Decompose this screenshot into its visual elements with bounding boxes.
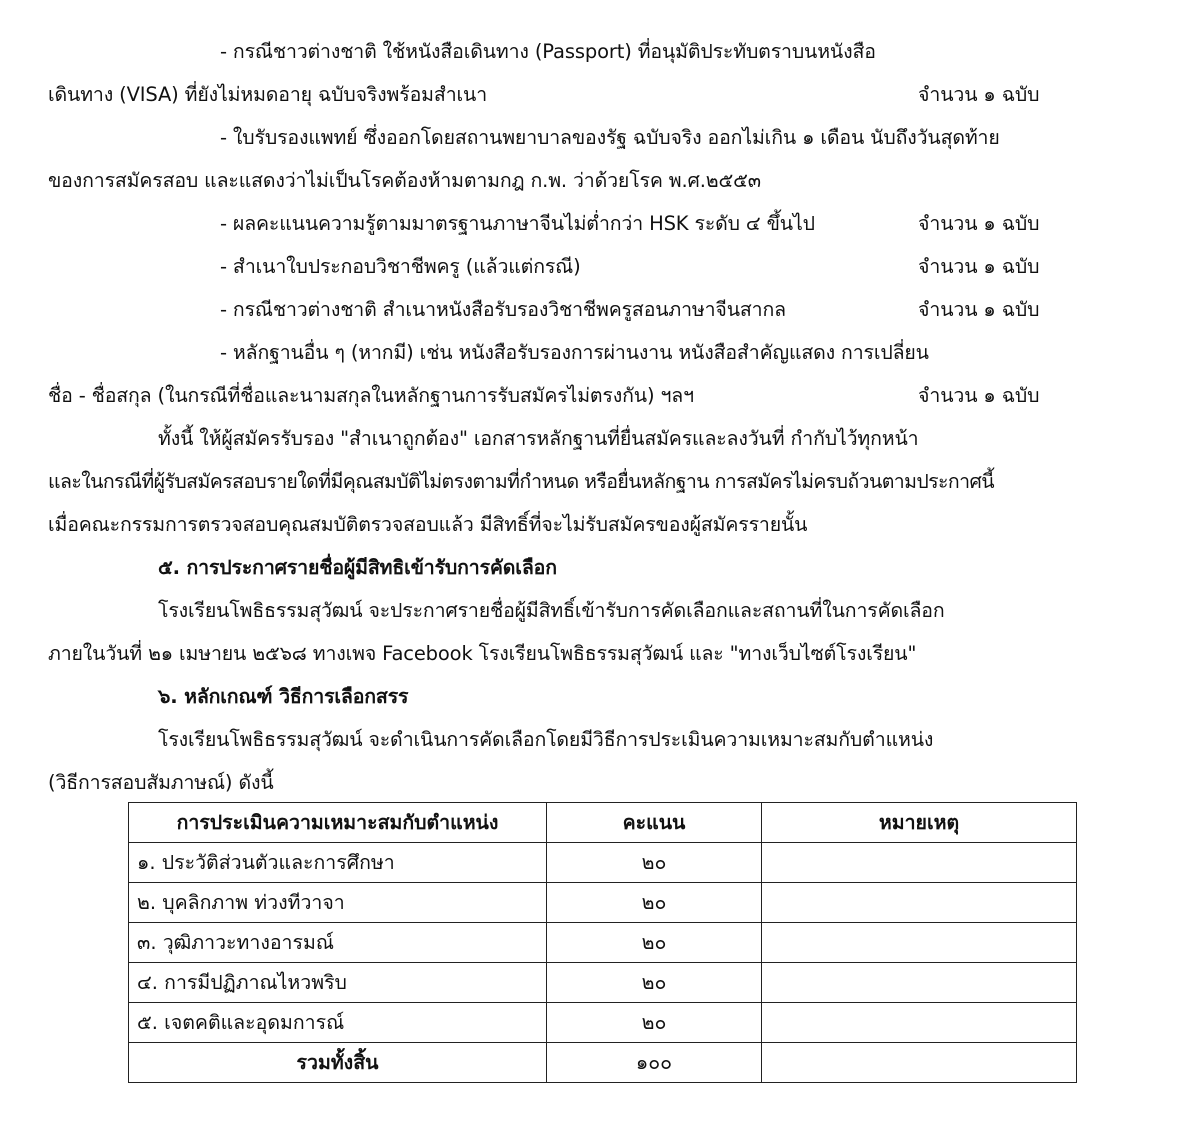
note-cell (762, 963, 1077, 1003)
note-cell (762, 923, 1077, 963)
score-cell: ๒๐ (547, 843, 762, 883)
note-cell (762, 883, 1077, 923)
note-cell (762, 1003, 1077, 1043)
note-cell (762, 843, 1077, 883)
table-row (129, 843, 1077, 883)
table-total-row (129, 1043, 1077, 1083)
score-cell: ๒๐ (547, 883, 762, 923)
table-header-row (129, 803, 1077, 843)
table-row (129, 883, 1077, 923)
copy-count: จำนวน ๑ ฉบับ (918, 212, 1040, 235)
score-cell: ๒๐ (547, 1003, 762, 1043)
table-row (129, 963, 1077, 1003)
total-note-cell (762, 1043, 1077, 1083)
copy-count: จำนวน ๑ ฉบับ (918, 255, 1040, 278)
total-score-cell: ๑๐๐ (547, 1043, 762, 1083)
column-header-note: หมายเหตุ (762, 803, 1077, 843)
document-page: - กรณีชาวต่างชาติ ใช้หนังสือเดินทาง (Passport) ที่อนุมัติประทับตราบนหนังสือ เดินทาง (VISA) ที่ยังไม่หมดอายุ ฉบับจริงพร้อมสำเนา จำนวน ๑ ฉบับ - ใบรับรองแพทย์ ซึ่งออกโดยสถานพยาบาลของรัฐ ฉบับจริง ออกไม่เกิน ๑ เดือน นับถึงวันสุดท้าย ของการสมัครสอบ และแสดงว่าไม่เป็นโรคต้องห้ามตามกฎ ก.พ. ว่าด้วยโรค พ.ศ.๒๕๕๓ - ผลคะแนนความรู้ตามมาตรฐานภาษาจีนไม่ต่ำกว่า HSK ระดับ ๔ ขึ้นไป จำนวน ๑ ฉบับ - สำเนาใบประกอบวิชาชีพครู (แล้วแต่กรณี) จำนวน ๑ ฉบับ - กรณีชาวต่างชาติ สำเนาหนังสือรับรองวิชาชีพครูสอนภาษาจีนสากล จำนวน ๑ ฉบับ - หลักฐานอื่น ๆ (หากมี) เช่น หนังสือรับรองการผ่านงาน หนังสือสำคัญแสดง การเปลี่ยน ชื่อ - ชื่อสกุล (ในกรณีที่ชื่อและนามสกุลในหลักฐานการรับสมัครไม่ตรงกัน) ฯลฯ จำนวน ๑ ฉบับ ทั้งนี้ ให้ผู้สมัครรับรอง "สำเนาถูกต้อง" เอกสารหลักฐานที่ยื่นสมัครและลงวันที่ กำกับไว้ทุกหน้า และในกรณีที่ผู้รับสมัครสอบรายใดที่มีคุณสมบัติไม่ตรงตามที่กำหนด หรือยื่นหลักฐาน การสมัครไม่ครบถ้วนตามประกาศนี้ เมื่อคณะกรรมการตรวจสอบคุณสมบัติตรวจสอบแล้ว มีสิทธิ์ที่จะไม่รับสมัครของผู้สมัครรายนั้น ๕. การประกาศรายชื่อผู้มีสิทธิเข้ารับการคัดเลือก โรงเรียนโพธิธรรมสุวัฒน์ จะประกาศรายชื่อผู้มีสิทธิ์เข้ารับการคัดเลือกและสถานที่ในการคัดเลือก ภายในวันที่ ๒๑ เมษายน ๒๕๖๘ ทางเพจ Facebook โรงเรียนโพธิธรรมสุวัฒน์ และ "ทางเว็บไซต์โรงเรียน" ๖. หลักเกณฑ์ วิธีการเลือกสรร โรงเรียนโพธิธรรมสุวัฒน์ จะดำเนินการคัดเลือกโดยมีวิธีการประเมินความเหมาะสมกับตำแหน่ง (วิธีการสอบสัมภาษณ์) ดังนี้ การประเมินความเหมาะสมกับตำแหน่ง คะแนน หมายเหตุ ๑. ประวัติส่วนตัวและการศึกษา ๒๐ ๒. บุคลิกภาพ ท่วงทีวาจา ๒๐ ๓. วุฒิภาวะทางอารมณ์ ๒๐ ๔. การมีปฏิภาณไหวพริบ ๒๐ ๕. เจตคติและอุดมการณ์ ๒๐ รวมทั้งสิ้น ๑๐๐ (0, 0, 1200, 1131)
column-header-score: คะแนน (547, 803, 762, 843)
score-cell: ๒๐ (547, 923, 762, 963)
criterion-cell: ๔. การมีปฏิภาณไหวพริบ (129, 963, 547, 1003)
score-cell: ๒๐ (547, 963, 762, 1003)
table-row (129, 923, 1077, 963)
criterion-cell: ๑. ประวัติส่วนตัวและการศึกษา (129, 843, 547, 883)
column-header-criterion: การประเมินความเหมาะสมกับตำแหน่ง (129, 803, 547, 843)
copy-count: จำนวน ๑ ฉบับ (918, 83, 1040, 106)
total-label-cell: รวมทั้งสิ้น (129, 1043, 547, 1083)
criterion-cell: ๕. เจตคติและอุดมการณ์ (129, 1003, 547, 1043)
copy-count: จำนวน ๑ ฉบับ (918, 384, 1040, 407)
evaluation-score-table (128, 802, 1077, 1083)
table-row (129, 1003, 1077, 1043)
criterion-cell: ๓. วุฒิภาวะทางอารมณ์ (129, 923, 547, 963)
copy-count: จำนวน ๑ ฉบับ (918, 298, 1040, 321)
criterion-cell: ๒. บุคลิกภาพ ท่วงทีวาจา (129, 883, 547, 923)
